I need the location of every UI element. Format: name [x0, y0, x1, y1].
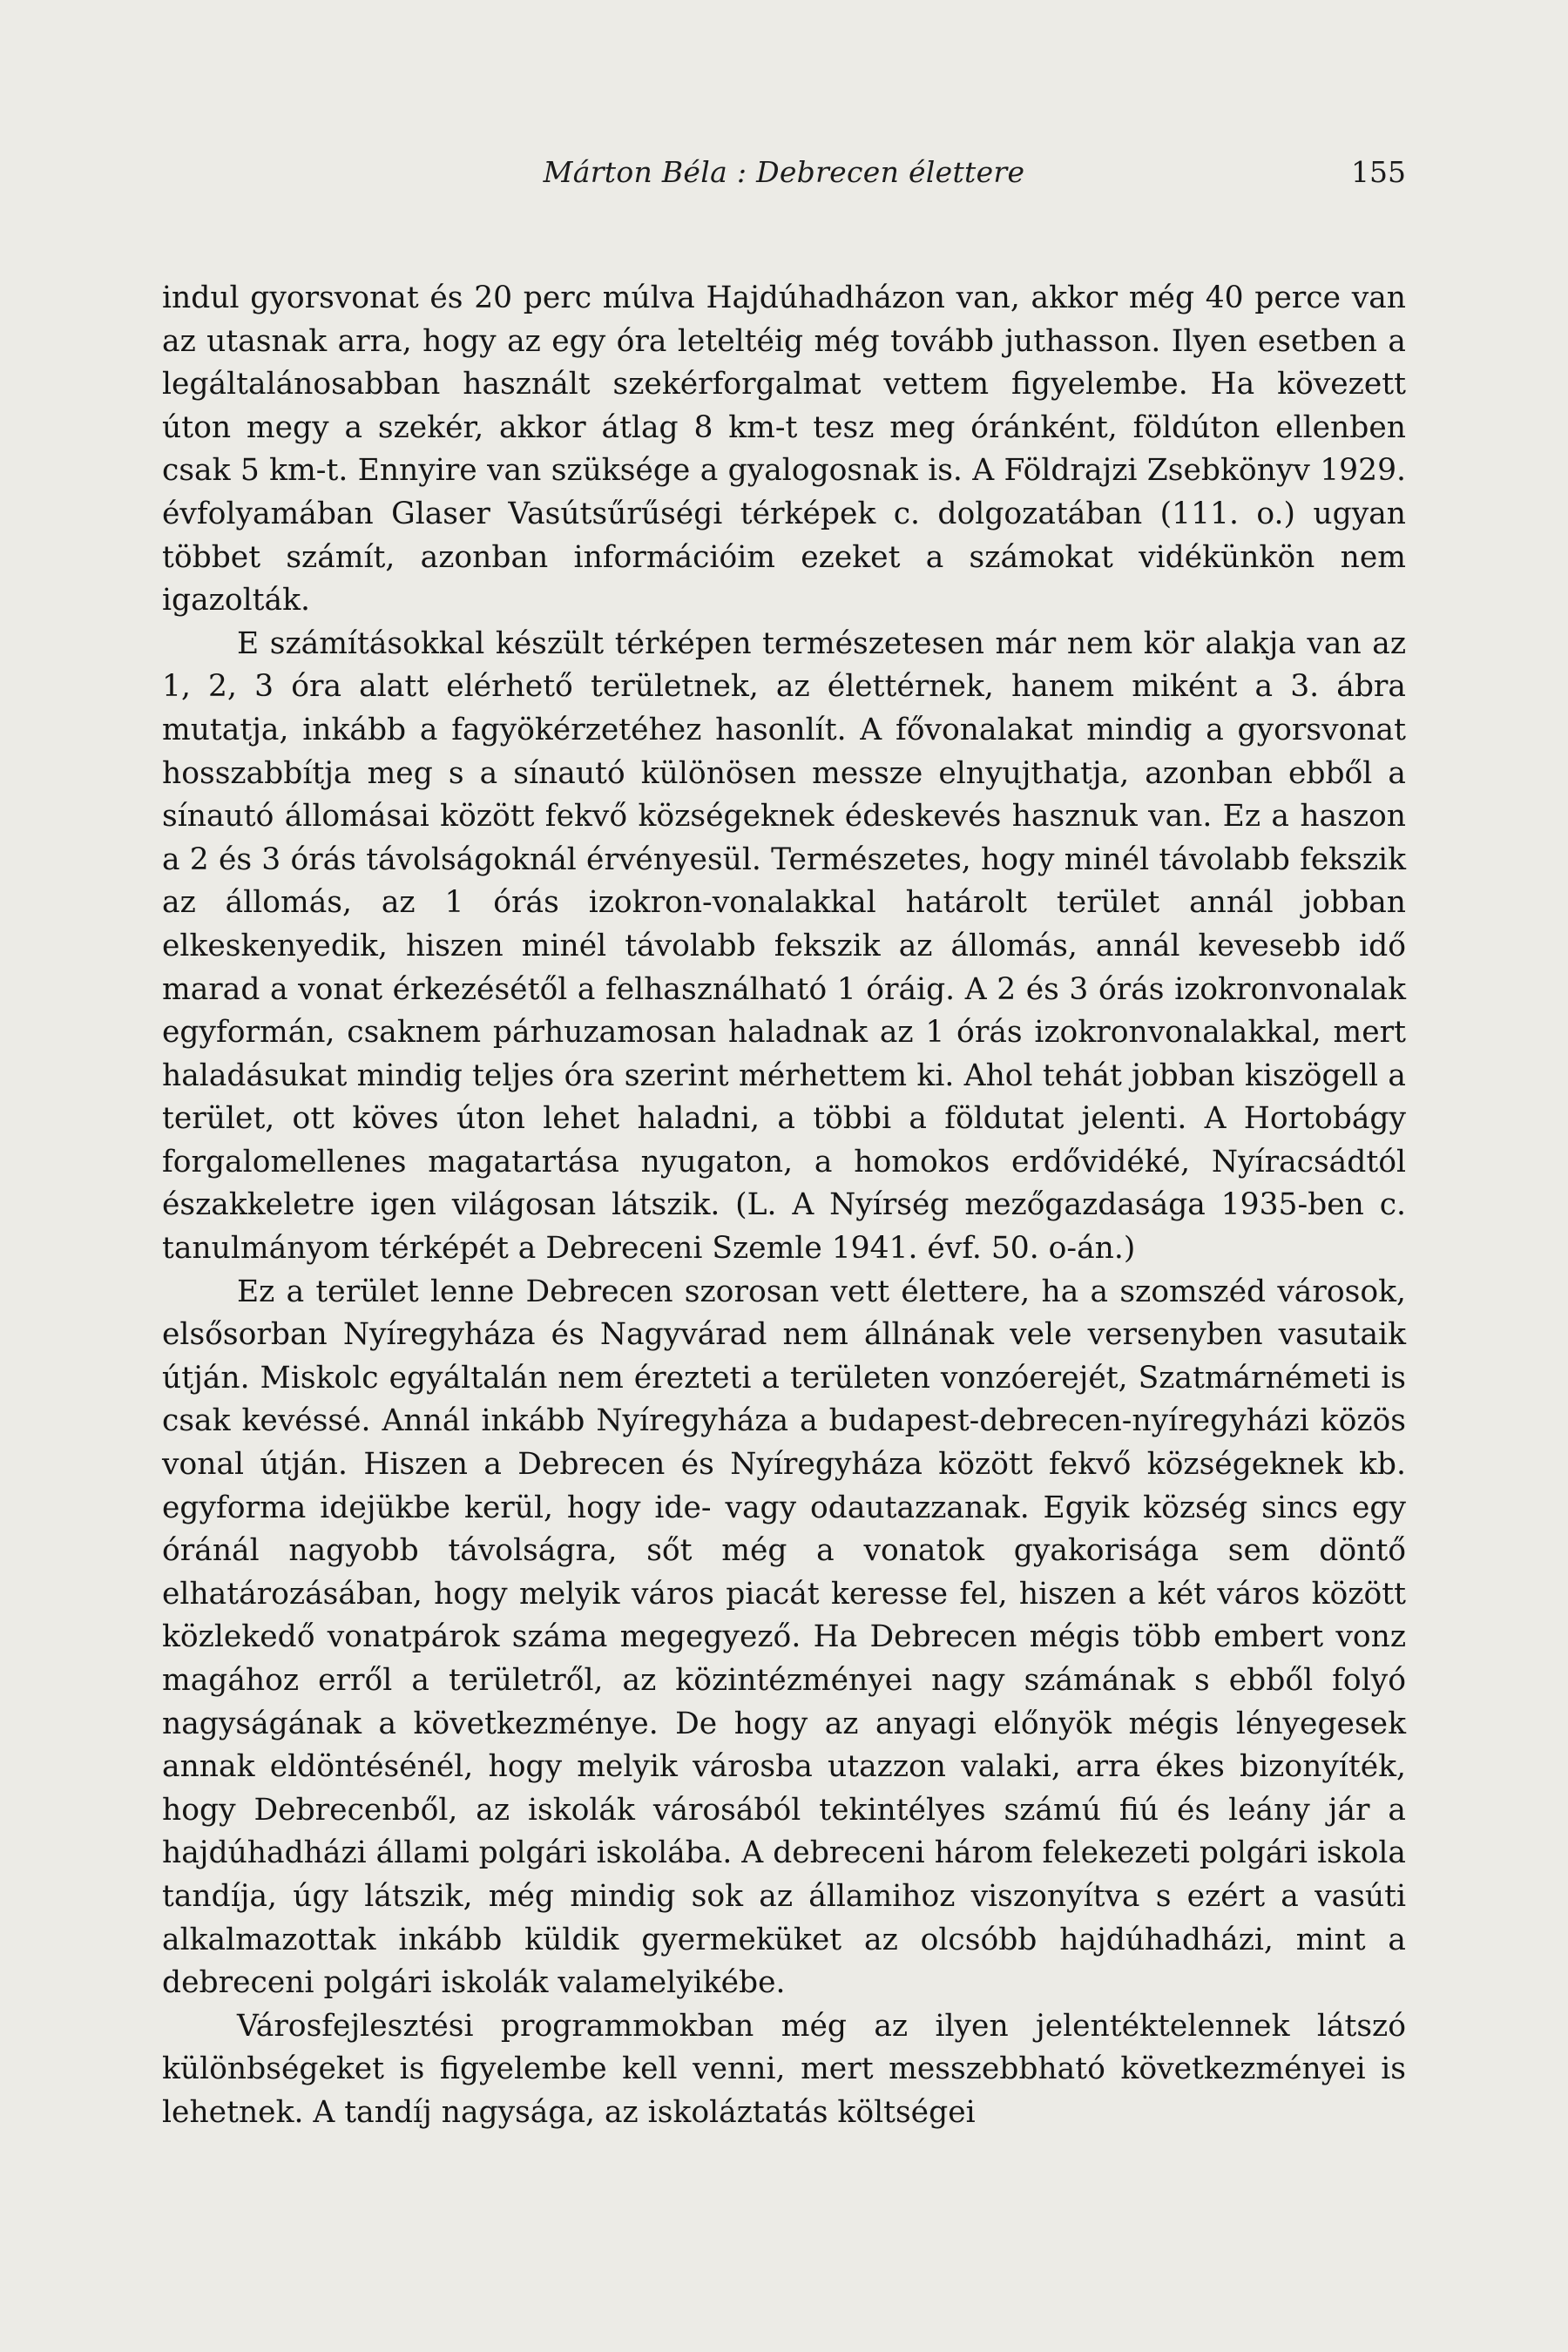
running-head — [162, 155, 1406, 195]
paragraph: E számításokkal készült térképen természetesen már nem kör alakja van az 1, 2, 3 óra alatt elérhető területnek, az élettérnek, hanem miként a 3. ábra mutatja, inkább a fagyökérzetéhez hasonlít. A fővonalakat mindig a gyorsvonat hosszabbítja meg s a sínautó különösen messze elnyujthatja, azonban ebből a sínautó állomásai között fekvő községeknek édeskevés hasznuk van. Ez a haszon a 2 és 3 órás távolságoknál érvényesül. Természetes, hogy minél távolabb fekszik az állomás, az 1 órás izokron-vonalakkal határolt terület annál jobban elkeskenyedik, hiszen minél távolabb fekszik az állomás, annál kevesebb idő marad a vonat érkezésétől a felhasználható 1 óráig. A 2 és 3 órás izokronvonalak egyformán, csaknem párhuzamosan haladnak az 1 órás izokronvonalakkal, mert haladásukat mindig teljes óra szerint mérhettem ki. Ahol tehát jobban kiszögell a terület, ott köves úton lehet haladni, a többi a földutat jelenti. A Hortobágy forgalomellenes magatartása nyugaton, a homokos erdővidéké, Nyíracsádtól északkeletre igen világosan látszik. (L. A Nyírség mezőgazdasága 1935-ben c. tanulmányom térképét a Debreceni Szemle 1941. évf. 50. o-án.) — [162, 625, 1406, 1267]
paragraph: Ez a terület lenne Debrecen szorosan vett élettere, ha a szomszéd városok, elsősorban Nyíregyháza és Nagyvárad nem állnának vele versenyben vasutaik útján. Miskolc egyáltalán nem érezteti a területen vonzóerejét, Szatmárnémeti is csak kevéssé. Annál inkább Nyíregyháza a budapest-debrecen-nyíregyházi közös vonal útján. Hiszen a Debrecen és Nyíregyháza között fekvő községeknek kb. egyforma idejükbe kerül, hogy ide- vagy odautazzanak. Egyik község sincs egy óránál nagyobb távolságra, sőt még a vonatok gyakorisága sem döntő elhatározásában, hogy melyik város piacát keresse fel, hiszen a két város között közlekedő vonatpárok száma megegyező. Ha Debrecen mégis több embert vonz magához erről a területről, az közintézményei nagy számának s ebből folyó nagyságának a következménye. De hogy az anyagi előnyök mégis lényegesek annak eldöntésénél, hogy melyik városba utazzon valaki, arra ékes bizonyíték, hogy Debrecenből, az iskolák városából tekintélyes számú fiú és leány jár a hajdúhadházi állami polgári iskolába. A debreceni három felekezeti polgári iskola tandíja, úgy látszik, még mindig sok az államihoz viszonyítva s ezért a vasúti alkalmazottak inkább küldik gyermeküket az olcsóbb hajdúhadházi, mint a debreceni polgári iskolák valamelyikébe. — [162, 1274, 1406, 2001]
body-text — [162, 277, 1406, 2135]
page-number: 155 — [1351, 155, 1406, 189]
running-title: Márton Béla : Debrecen élettere — [543, 155, 1025, 189]
paragraph: Városfejlesztési programmokban még az ilyen jelentéktelennek látszó különbségeket is figyelembe kell venni, mert messzebbható következményei is lehetnek. A tandíj nagysága, az iskoláztatás költségei — [162, 2008, 1406, 2130]
paragraph-continued: indul gyorsvonat és 20 perc múlva Hajdúhadházon van, akkor még 40 perce van az utasnak arra, hogy az egy óra leteltéig még tovább juthasson. Ilyen esetben a legáltalánosabban használt szekérforgalmat vettem figyelembe. Ha kövezett úton megy a szekér, akkor átlag 8 km-t tesz meg óránként, földúton ellenben csak 5 km-t. Ennyire van szüksége a gyalogosnak is. A Földrajzi Zsebkönyv 1929. évfolyamában Glaser Vasútsűrűségi térképek c. dolgozatában (111. o.) ugyan többet számít, azonban információim ezeket a számokat vidékünkön nem igazolták. — [162, 280, 1406, 618]
